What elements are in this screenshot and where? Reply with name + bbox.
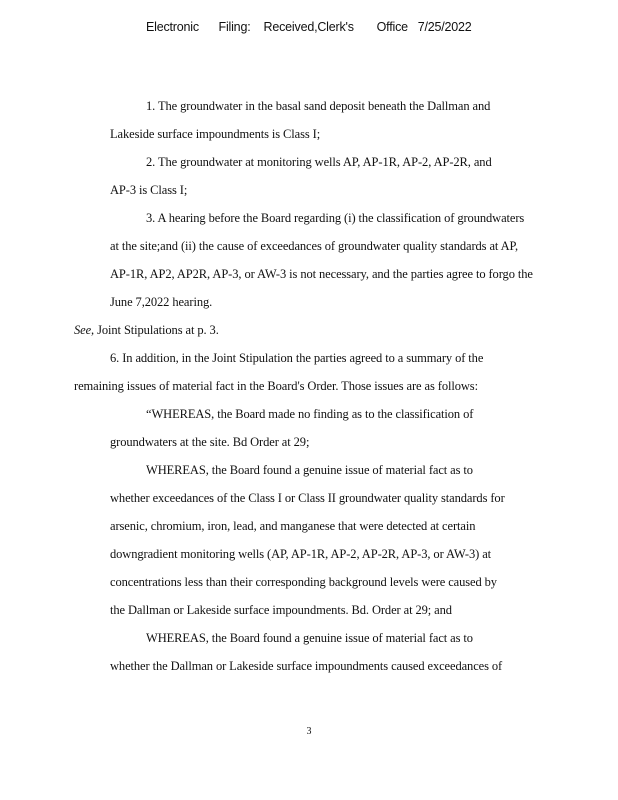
body-line: 6. In addition, in the Joint Stipulation the parties agreed to a summary of the — [110, 351, 484, 365]
body-line: at the site;and (ii) the cause of exceedances of groundwater quality standards at AP, — [110, 239, 519, 253]
quoted-line: WHEREAS, the Board found a genuine issue of material fact as to — [146, 463, 473, 477]
quoted-line: “WHEREAS, the Board made no finding as to the classification of — [146, 407, 474, 421]
body-line: Lakeside surface impoundments is Class I; — [110, 127, 321, 141]
body-line: See, Joint Stipulations at p. 3. — [74, 323, 219, 337]
body-line: 2. The groundwater at monitoring wells AP, AP-1R, AP-2, AP-2R, and — [146, 155, 492, 169]
quoted-line: groundwaters at the site. Bd Order at 29; — [110, 435, 310, 449]
see-signal: See, — [74, 323, 95, 337]
body-line: AP-3 is Class I; — [110, 183, 188, 197]
quoted-line: whether exceedances of the Class I or Class II groundwater quality standards for — [110, 491, 505, 505]
quoted-line: whether the Dallman or Lakeside surface impoundments caused exceedances of — [110, 659, 503, 673]
body-line: June 7,2022 hearing. — [110, 295, 213, 309]
body-line: AP-1R, AP2, AP2R, AP-3, or AW-3 is not necessary, and the parties agree to forgo the — [110, 267, 533, 281]
quoted-line: downgradient monitoring wells (AP, AP-1R, AP-2, AP-2R, AP-3, or AW-3) at — [110, 547, 492, 561]
quoted-line: the Dallman or Lakeside surface impoundments. Bd. Order at 29; and — [110, 603, 452, 617]
body-line: 3. A hearing before the Board regarding (i) the classification of groundwaters — [146, 211, 525, 225]
page-number: 3 — [306, 726, 312, 737]
quoted-line: WHEREAS, the Board found a genuine issue of material fact as to — [146, 631, 473, 645]
efiling-header: Electronic Filing: Received,Clerk's Office 7/25/2022 — [146, 20, 472, 34]
quoted-line: arsenic, chromium, iron, lead, and manganese that were detected at certain — [110, 519, 476, 533]
quoted-line: concentrations less than their corresponding background levels were caused by — [110, 575, 497, 589]
body-line: remaining issues of material fact in the Board's Order. Those issues are as follows: — [74, 379, 478, 393]
body-line: 1. The groundwater in the basal sand deposit beneath the Dallman and — [146, 99, 491, 113]
